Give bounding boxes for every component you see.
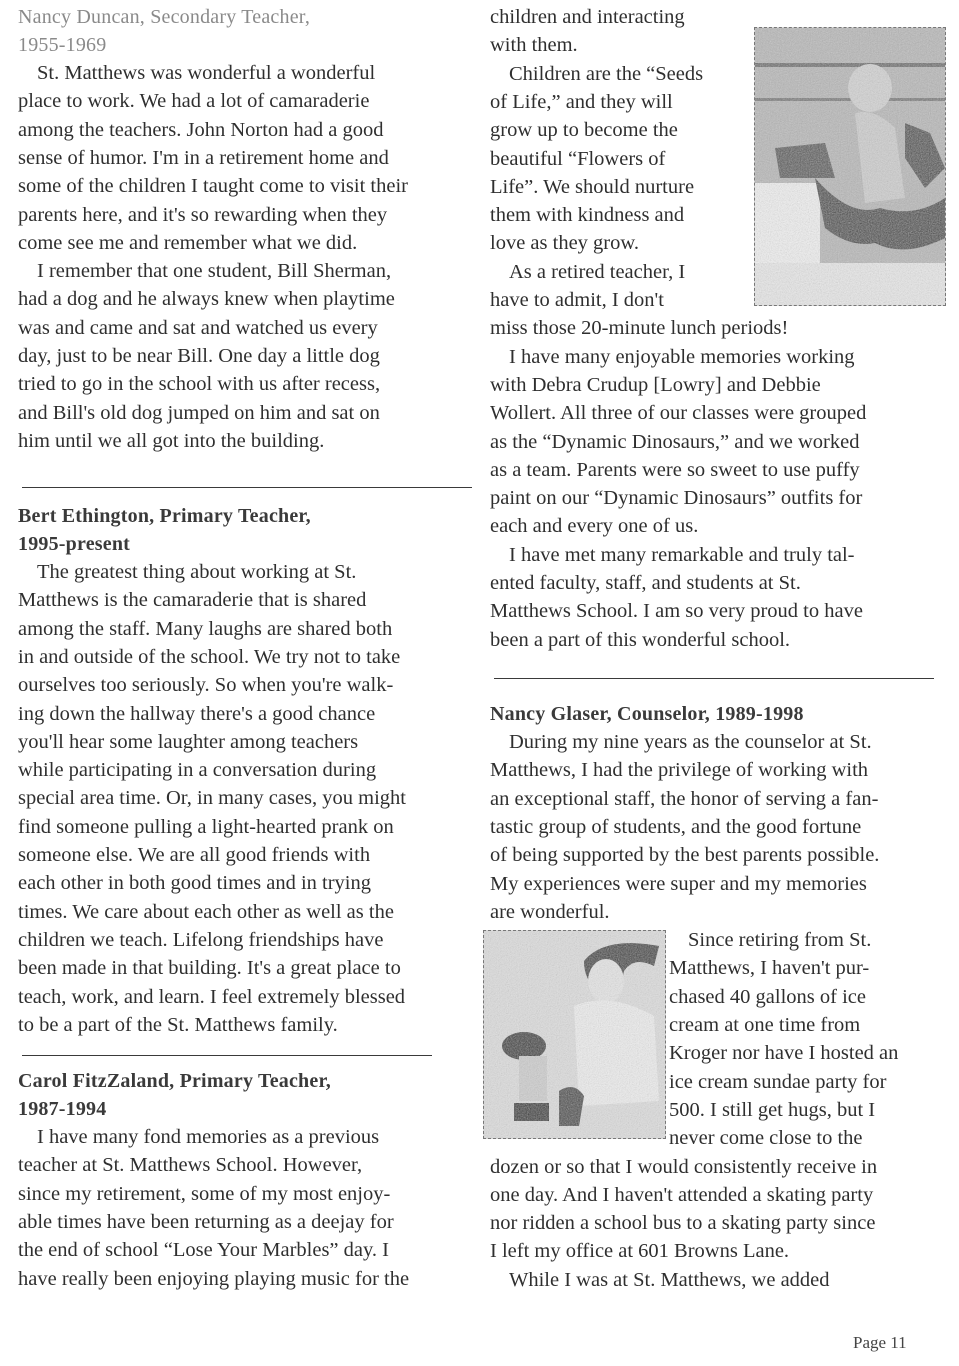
text-line: and Bill's old dog jumped on him and sat on xyxy=(18,401,380,424)
text-line: 500. I still get hugs, but I xyxy=(669,1098,876,1121)
text-line: I have met many remarkable and truly tal- xyxy=(509,543,855,566)
text-line: you'll hear some laughter among teachers xyxy=(18,730,359,753)
section-heading-nancy-glaser: Nancy Glaser, Counselor, 1989-1998 xyxy=(490,703,804,725)
section-heading-carol-fitzzaland-years: 1987-1994 xyxy=(18,1098,107,1120)
text-line: as a team. Parents were so sweet to use puffy xyxy=(490,458,860,481)
text-line: Kroger nor have I hosted an xyxy=(669,1042,899,1065)
text-line: been made in that building. It's a great place to xyxy=(18,957,401,980)
text-line: Matthews, I haven't pur- xyxy=(669,957,870,980)
section-heading-bert-ethington: Bert Ethington, Primary Teacher, xyxy=(18,505,311,527)
text-line: one day. And I haven't attended a skating party xyxy=(490,1183,874,1206)
text-line: ented faculty, staff, and students at St. xyxy=(490,572,801,594)
text-line: parents here, and it's so rewarding when they xyxy=(18,203,388,226)
text-line: place to work. We had a lot of camaraderie xyxy=(18,90,370,113)
text-line: My experiences were super and my memories xyxy=(490,872,867,895)
text-line: an exceptional staff, the honor of serving a fan- xyxy=(490,787,879,810)
section-heading-nancy-duncan: Nancy Duncan, Secondary Teacher, xyxy=(18,6,311,28)
text-line: St. Matthews was wonderful a wonderful xyxy=(37,62,376,84)
section-divider xyxy=(22,1055,432,1056)
text-line: beautiful “Flowers of xyxy=(490,147,666,170)
text-line: of being supported by the best parents possible. xyxy=(490,844,880,867)
text-line: tried to go in the school with us after recess, xyxy=(18,373,381,396)
text-line: miss those 20-minute lunch periods! xyxy=(490,317,789,340)
text-line: times. We care about each other as well as the xyxy=(18,900,394,923)
page-number: Page 11 xyxy=(853,1333,907,1352)
text-line: since my retirement, some of my most enjoy- xyxy=(18,1182,391,1205)
text-line: Wollert. All three of our classes were grouped xyxy=(490,402,867,425)
section-divider xyxy=(494,678,934,679)
text-line: them with kindness and xyxy=(490,204,685,227)
text-line: was and came and sat and watched us every xyxy=(18,316,378,339)
text-line: him until we all got into the building. xyxy=(18,429,325,452)
text-line: sense of humor. I'm in a retirement home and xyxy=(18,146,389,169)
text-line: each other in both good times and in trying xyxy=(18,872,371,895)
text-line: have really been enjoying playing music for the xyxy=(18,1267,410,1290)
text-line: As a retired teacher, I xyxy=(509,260,686,283)
text-line: ing down the hallway there's a good chance xyxy=(18,702,376,725)
text-line: of Life,” and they will xyxy=(490,90,673,113)
text-line: among the staff. Many laughs are shared both xyxy=(18,617,393,640)
text-line: able times have been returning as a deejay for xyxy=(18,1210,394,1233)
text-line: some of the children I taught come to visit their xyxy=(18,175,408,198)
text-line: have to admit, I don't xyxy=(490,289,664,311)
text-line: chased 40 gallons of ice xyxy=(669,985,866,1008)
text-line: grow up to become the xyxy=(490,119,678,142)
text-line: never come close to the xyxy=(669,1127,863,1150)
text-line: while participating in a conversation during xyxy=(18,759,377,782)
text-line: as the “Dynamic Dinosaurs,” and we worked xyxy=(490,430,860,453)
section-heading-carol-fitzzaland: Carol FitzZaland, Primary Teacher, xyxy=(18,1070,331,1092)
text-line: The greatest thing about working at St. xyxy=(37,561,357,583)
text-line: Life”. We should nurture xyxy=(490,175,695,198)
text-line: Matthews, I had the privilege of working with xyxy=(490,759,869,782)
text-line: Since retiring from St. xyxy=(688,929,872,952)
section-divider xyxy=(22,487,472,488)
text-line: Children are the “Seeds xyxy=(509,62,704,85)
text-line: nor ridden a school bus to a skating party since xyxy=(490,1212,876,1235)
text-line: Matthews is the camaraderie that is shared xyxy=(18,589,367,612)
text-line: love as they grow. xyxy=(490,232,639,255)
text-line: with them. xyxy=(490,34,578,57)
text-line: in and outside of the school. We try not to take xyxy=(18,645,401,668)
text-line: I have many enjoyable memories working xyxy=(509,345,855,368)
text-line: among the teachers. John Norton had a good xyxy=(18,118,384,141)
text-line: tastic group of students, and the good fortune xyxy=(490,815,862,838)
text-line: are wonderful. xyxy=(490,900,610,923)
text-line: paint on our “Dynamic Dinosaurs” outfits for xyxy=(490,487,863,510)
text-line: ourselves too seriously. So when you're walk- xyxy=(18,674,394,697)
photo-woman-with-ice-cream-icon xyxy=(483,930,666,1139)
text-line: During my nine years as the counselor at St. xyxy=(509,731,872,753)
text-line: Matthews School. I am so very proud to have xyxy=(490,600,863,623)
text-line: children and interacting xyxy=(490,6,685,28)
text-line: I have many fond memories as a previous xyxy=(37,1126,380,1148)
text-line: dozen or so that I would consistently receive in xyxy=(490,1155,878,1178)
text-line: with Debra Crudup [Lowry] and Debbie xyxy=(490,373,821,396)
text-line: the end of school “Lose Your Marbles” day. I xyxy=(18,1239,390,1262)
text-line: to be a part of the St. Matthews family. xyxy=(18,1013,338,1036)
text-line: each and every one of us. xyxy=(490,515,699,538)
text-line: I remember that one student, Bill Sherman, xyxy=(37,260,392,283)
text-line: teacher at St. Matthews School. However, xyxy=(18,1154,363,1177)
text-line: someone else. We are all good friends with xyxy=(18,844,371,866)
text-line: children we teach. Lifelong friendships have xyxy=(18,928,384,951)
text-line: cream at one time from xyxy=(669,1014,861,1036)
text-line: find someone pulling a light-hearted prank on xyxy=(18,815,394,838)
text-line: While I was at St. Matthews, we added xyxy=(509,1268,830,1291)
text-line: special area time. Or, in many cases, you might xyxy=(18,787,406,810)
text-line: I left my office at 601 Browns Lane. xyxy=(490,1240,790,1263)
text-line: teach, work, and learn. I feel extremely blessed xyxy=(18,985,406,1008)
text-line: been a part of this wonderful school. xyxy=(490,628,791,651)
text-line: ice cream sundae party for xyxy=(669,1070,887,1093)
text-line: come see me and remember what we did. xyxy=(18,231,358,254)
section-heading-bert-ethington-years: 1995-present xyxy=(18,533,131,555)
text-line: day, just to be near Bill. One day a little dog xyxy=(18,345,380,367)
photo-child-on-playground-icon xyxy=(754,27,946,306)
text-line: had a dog and he always knew when playtime xyxy=(18,288,395,311)
section-heading-nancy-duncan-years: 1955-1969 xyxy=(18,34,107,56)
